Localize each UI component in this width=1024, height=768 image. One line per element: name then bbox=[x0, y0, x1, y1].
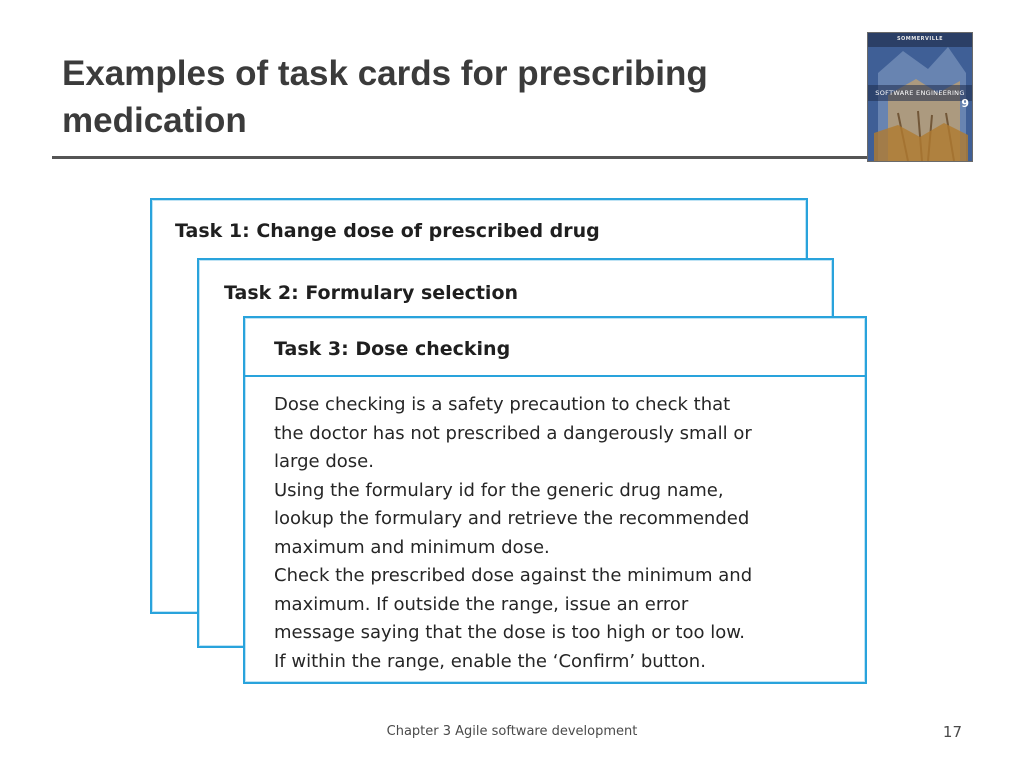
slide-title: Examples of task cards for prescribing medication bbox=[62, 54, 708, 140]
book-cover-author: SOMMERVILLE bbox=[896, 36, 944, 42]
task-card-3-line: Using the formulary id for the generic drug name, bbox=[274, 479, 724, 501]
task-card-3-body bbox=[274, 391, 854, 676]
slide-footer: Chapter 3 Agile software development bbox=[386, 724, 638, 739]
task-card-3-line: Dose checking is a safety precaution to check that bbox=[274, 394, 731, 415]
task-card-3-divider bbox=[245, 375, 865, 377]
page-number: 17 bbox=[942, 723, 962, 741]
task-card-3 bbox=[243, 316, 867, 684]
book-cover-edition: 9 bbox=[961, 97, 969, 110]
task-card-3-line: Check the prescribed dose against the minimum and bbox=[274, 565, 753, 586]
task-card-3-line: If within the range, enable the ‘Confirm’ button. bbox=[274, 650, 706, 672]
task-card-3-line: the doctor has not prescribed a dangerously small or bbox=[274, 422, 752, 444]
title-underline bbox=[52, 156, 870, 159]
book-cover-artwork bbox=[868, 33, 972, 161]
task-card-2-heading: Task 2: Formulary selection bbox=[224, 282, 519, 304]
task-card-3-line: message saying that the dose is too high or too low. bbox=[274, 622, 745, 643]
task-card-3-heading: Task 3: Dose checking bbox=[274, 338, 511, 360]
book-cover-title: SOFTWARE ENGINEERING bbox=[875, 89, 965, 97]
task-card-3-line: maximum and minimum dose. bbox=[274, 536, 550, 558]
task-card-3-line: large dose. bbox=[274, 451, 374, 472]
task-card-3-line: maximum. If outside the range, issue an error bbox=[274, 593, 689, 615]
task-card-3-line: lookup the formulary and retrieve the recommended bbox=[274, 508, 750, 529]
task-card-1-heading: Task 1: Change dose of prescribed drug bbox=[175, 220, 600, 242]
book-cover-image bbox=[867, 32, 973, 162]
